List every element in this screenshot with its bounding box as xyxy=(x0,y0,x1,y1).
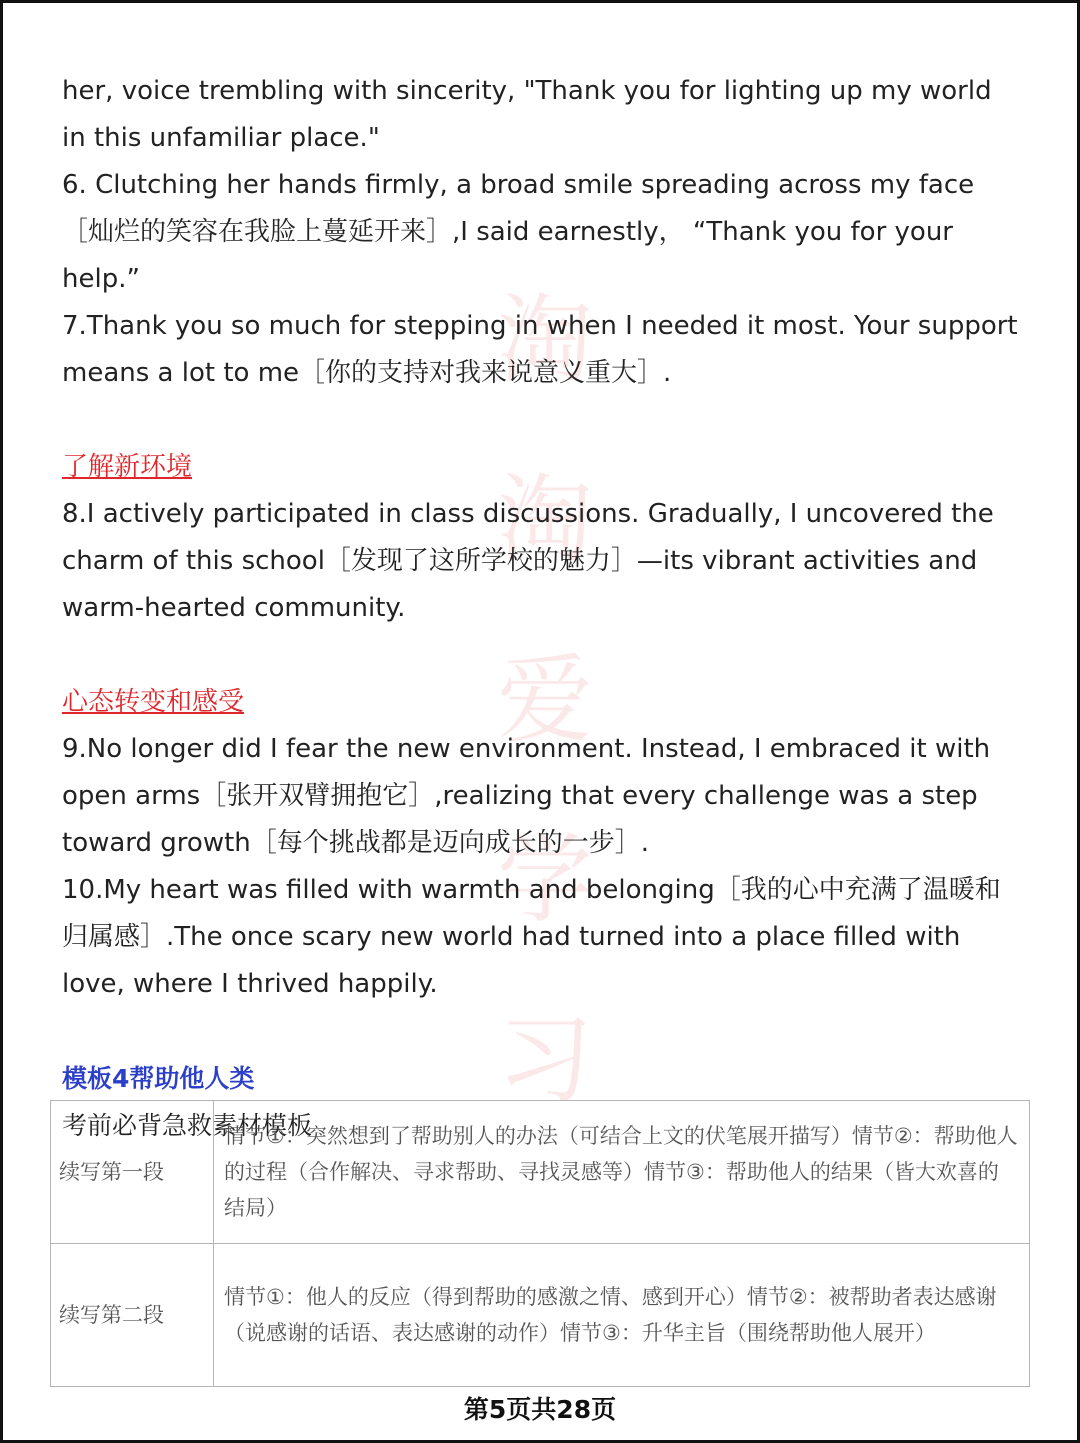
row-label: 续写第二段 xyxy=(51,1244,214,1387)
row-text: 情节①：他人的反应（得到帮助的感激之情、感到开心）情节②：被帮助者表达感谢（说感谢的话语、表达感谢的动作）情节③：升华主旨（围绕帮助他人展开） xyxy=(214,1244,1030,1387)
page-number: 第5页共28页 xyxy=(463,1395,617,1424)
section-heading-mindset: 心态转变和感受 xyxy=(62,687,245,717)
section-heading-new-environment: 了解新环境 xyxy=(62,452,193,482)
paragraph: 10.My heart was filled with warmth and belonging［我的心中充满了温暖和归属感］.The once scary new world had turned into a place filled with love, where I thrived happily. xyxy=(62,875,1001,999)
table-row xyxy=(51,1101,1030,1244)
watermark-char: 学 xyxy=(497,824,593,936)
paragraph: 9.No longer did I fear the new environment. Instead, I embraced it with open arms［张开双臂拥抱它］,realizing that every challenge was a step toward growth［每个挑战都是迈向成长的一步］. xyxy=(62,734,991,858)
watermark-char: 习 xyxy=(497,1004,593,1116)
paragraph: 8.I actively participated in class discussions. Gradually, I uncovered the charm of this school［发现了这所学校的魅力］—its vibrant activities and warm-hearted community. xyxy=(62,499,994,623)
paragraph: her, voice trembling with sincerity, "Thank you for lighting up my world in this unfamiliar place." xyxy=(62,76,992,153)
document-body xyxy=(62,68,1022,1149)
watermark-char: 爱 xyxy=(497,644,593,756)
paragraph: 7.Thank you so much for stepping in when I needed it most. Your support means a lot to me［你的支持对我来说意义重大］. xyxy=(62,311,1018,388)
watermark-char: 淘 xyxy=(497,284,593,396)
row-label: 续写第一段 xyxy=(51,1101,214,1244)
template-subtitle: 考前必背急救素材模板 xyxy=(62,1111,313,1140)
row-text: 情节①：突然想到了帮助别人的办法（可结合上文的伏笔展开描写）情节②：帮助他人的过程（合作解决、寻求帮助、寻找灵感等）情节③：帮助他人的结果（皆大欢喜的结局） xyxy=(214,1101,1030,1244)
watermark-char: 淘 xyxy=(497,464,593,576)
table-row xyxy=(51,1244,1030,1387)
paragraph: 6. Clutching her hands firmly, a broad smile spreading across my face［灿烂的笑容在我脸上蔓延开来］,I said earnestly， “Thank you for your help.” xyxy=(62,170,975,294)
template-title: 模板4帮助他人类 xyxy=(62,1064,255,1093)
plot-template-table xyxy=(50,1100,1030,1387)
